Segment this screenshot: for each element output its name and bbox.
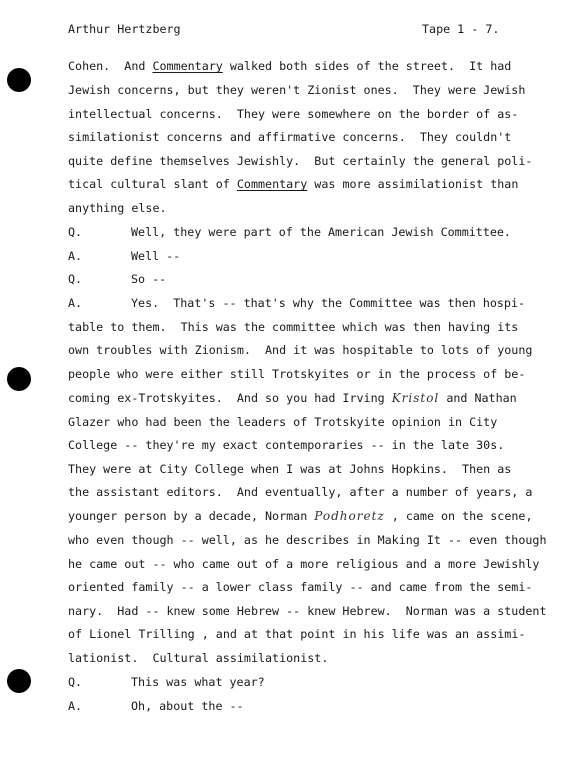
punch-hole — [7, 367, 31, 391]
speaker-label: Q. — [68, 272, 83, 286]
text-line: anything else. — [68, 201, 167, 215]
text-line: Glazer who had been the leaders of Trotskyite opinion in City — [68, 415, 498, 429]
text-line: College -- they're my exact contemporaries -- in the late 30s. — [68, 438, 505, 452]
text-line: coming ex-Trotskyites. And so you had Irving Kristol and Nathan — [68, 391, 517, 405]
speaker-label: Q. — [68, 225, 83, 239]
speaker-label: A. — [68, 296, 83, 310]
header-tape-page: Tape 1 - 7. — [422, 22, 500, 36]
text-line: Cohen. And Commentary walked both sides of the street. It had — [68, 59, 512, 73]
publication-title: Commentary — [236, 177, 308, 191]
question-line: Q. Well, they were part of the American Jewish Committee. — [68, 225, 511, 239]
punch-hole — [7, 68, 31, 92]
text-line: table to them. This was the committee which was then having its — [68, 320, 519, 334]
question-line: Q. This was what year? — [68, 675, 265, 689]
text-line: own troubles with Zionism. And it was hospitable to lots of young — [68, 343, 533, 357]
speaker-label: A. — [68, 249, 83, 263]
speaker-label: Q. — [68, 675, 83, 689]
handwritten-name: Kristol — [391, 391, 440, 405]
text-line: intellectual concerns. They were somewhere on the border of as- — [68, 107, 519, 121]
text-line: tical cultural slant of Commentary was more assimilationist than — [68, 177, 519, 191]
text-line: who even though -- well, as he describes in Making It -- even though — [68, 533, 547, 547]
text-line: quite define themselves Jewishly. But certainly the general poli- — [68, 154, 533, 168]
text-line: younger person by a decade, Norman Podhoretz , came on the scene, — [68, 509, 533, 523]
text-line: the assistant editors. And eventually, after a number of years, a — [68, 485, 533, 499]
text-line: lationist. Cultural assimilationist. — [68, 651, 329, 665]
answer-line: A. Well -- — [68, 249, 181, 263]
text-line: Jewish concerns, but they weren't Zionist ones. They were Jewish — [68, 83, 526, 97]
text-line: of Lionel Trilling , and at that point in his life was an assimi- — [68, 627, 526, 641]
text-line: They were at City College when I was at Johns Hopkins. Then as — [68, 462, 512, 476]
speaker-label: A. — [68, 699, 83, 713]
answer-line: A. Yes. That's -- that's why the Committee was then hospi- — [68, 296, 526, 310]
publication-title: Commentary — [152, 59, 223, 73]
header-author: Arthur Hertzberg — [68, 22, 181, 36]
text-line: nary. Had -- knew some Hebrew -- knew Hebrew. Norman was a student — [68, 604, 547, 618]
text-line: similationist concerns and affirmative concerns. They couldn't — [68, 130, 512, 144]
answer-line: A. Oh, about the -- — [68, 699, 244, 713]
handwritten-name: Podhoretz — [314, 509, 385, 523]
punch-hole — [7, 669, 31, 693]
text-line: he came out -- who came out of a more religious and a more Jewishly — [68, 557, 540, 571]
text-line: oriented family -- a lower class family -- and came from the semi- — [68, 580, 533, 594]
question-line: Q. So -- — [68, 272, 167, 286]
text-line: people who were either still Trotskyites or in the process of be- — [68, 367, 526, 381]
